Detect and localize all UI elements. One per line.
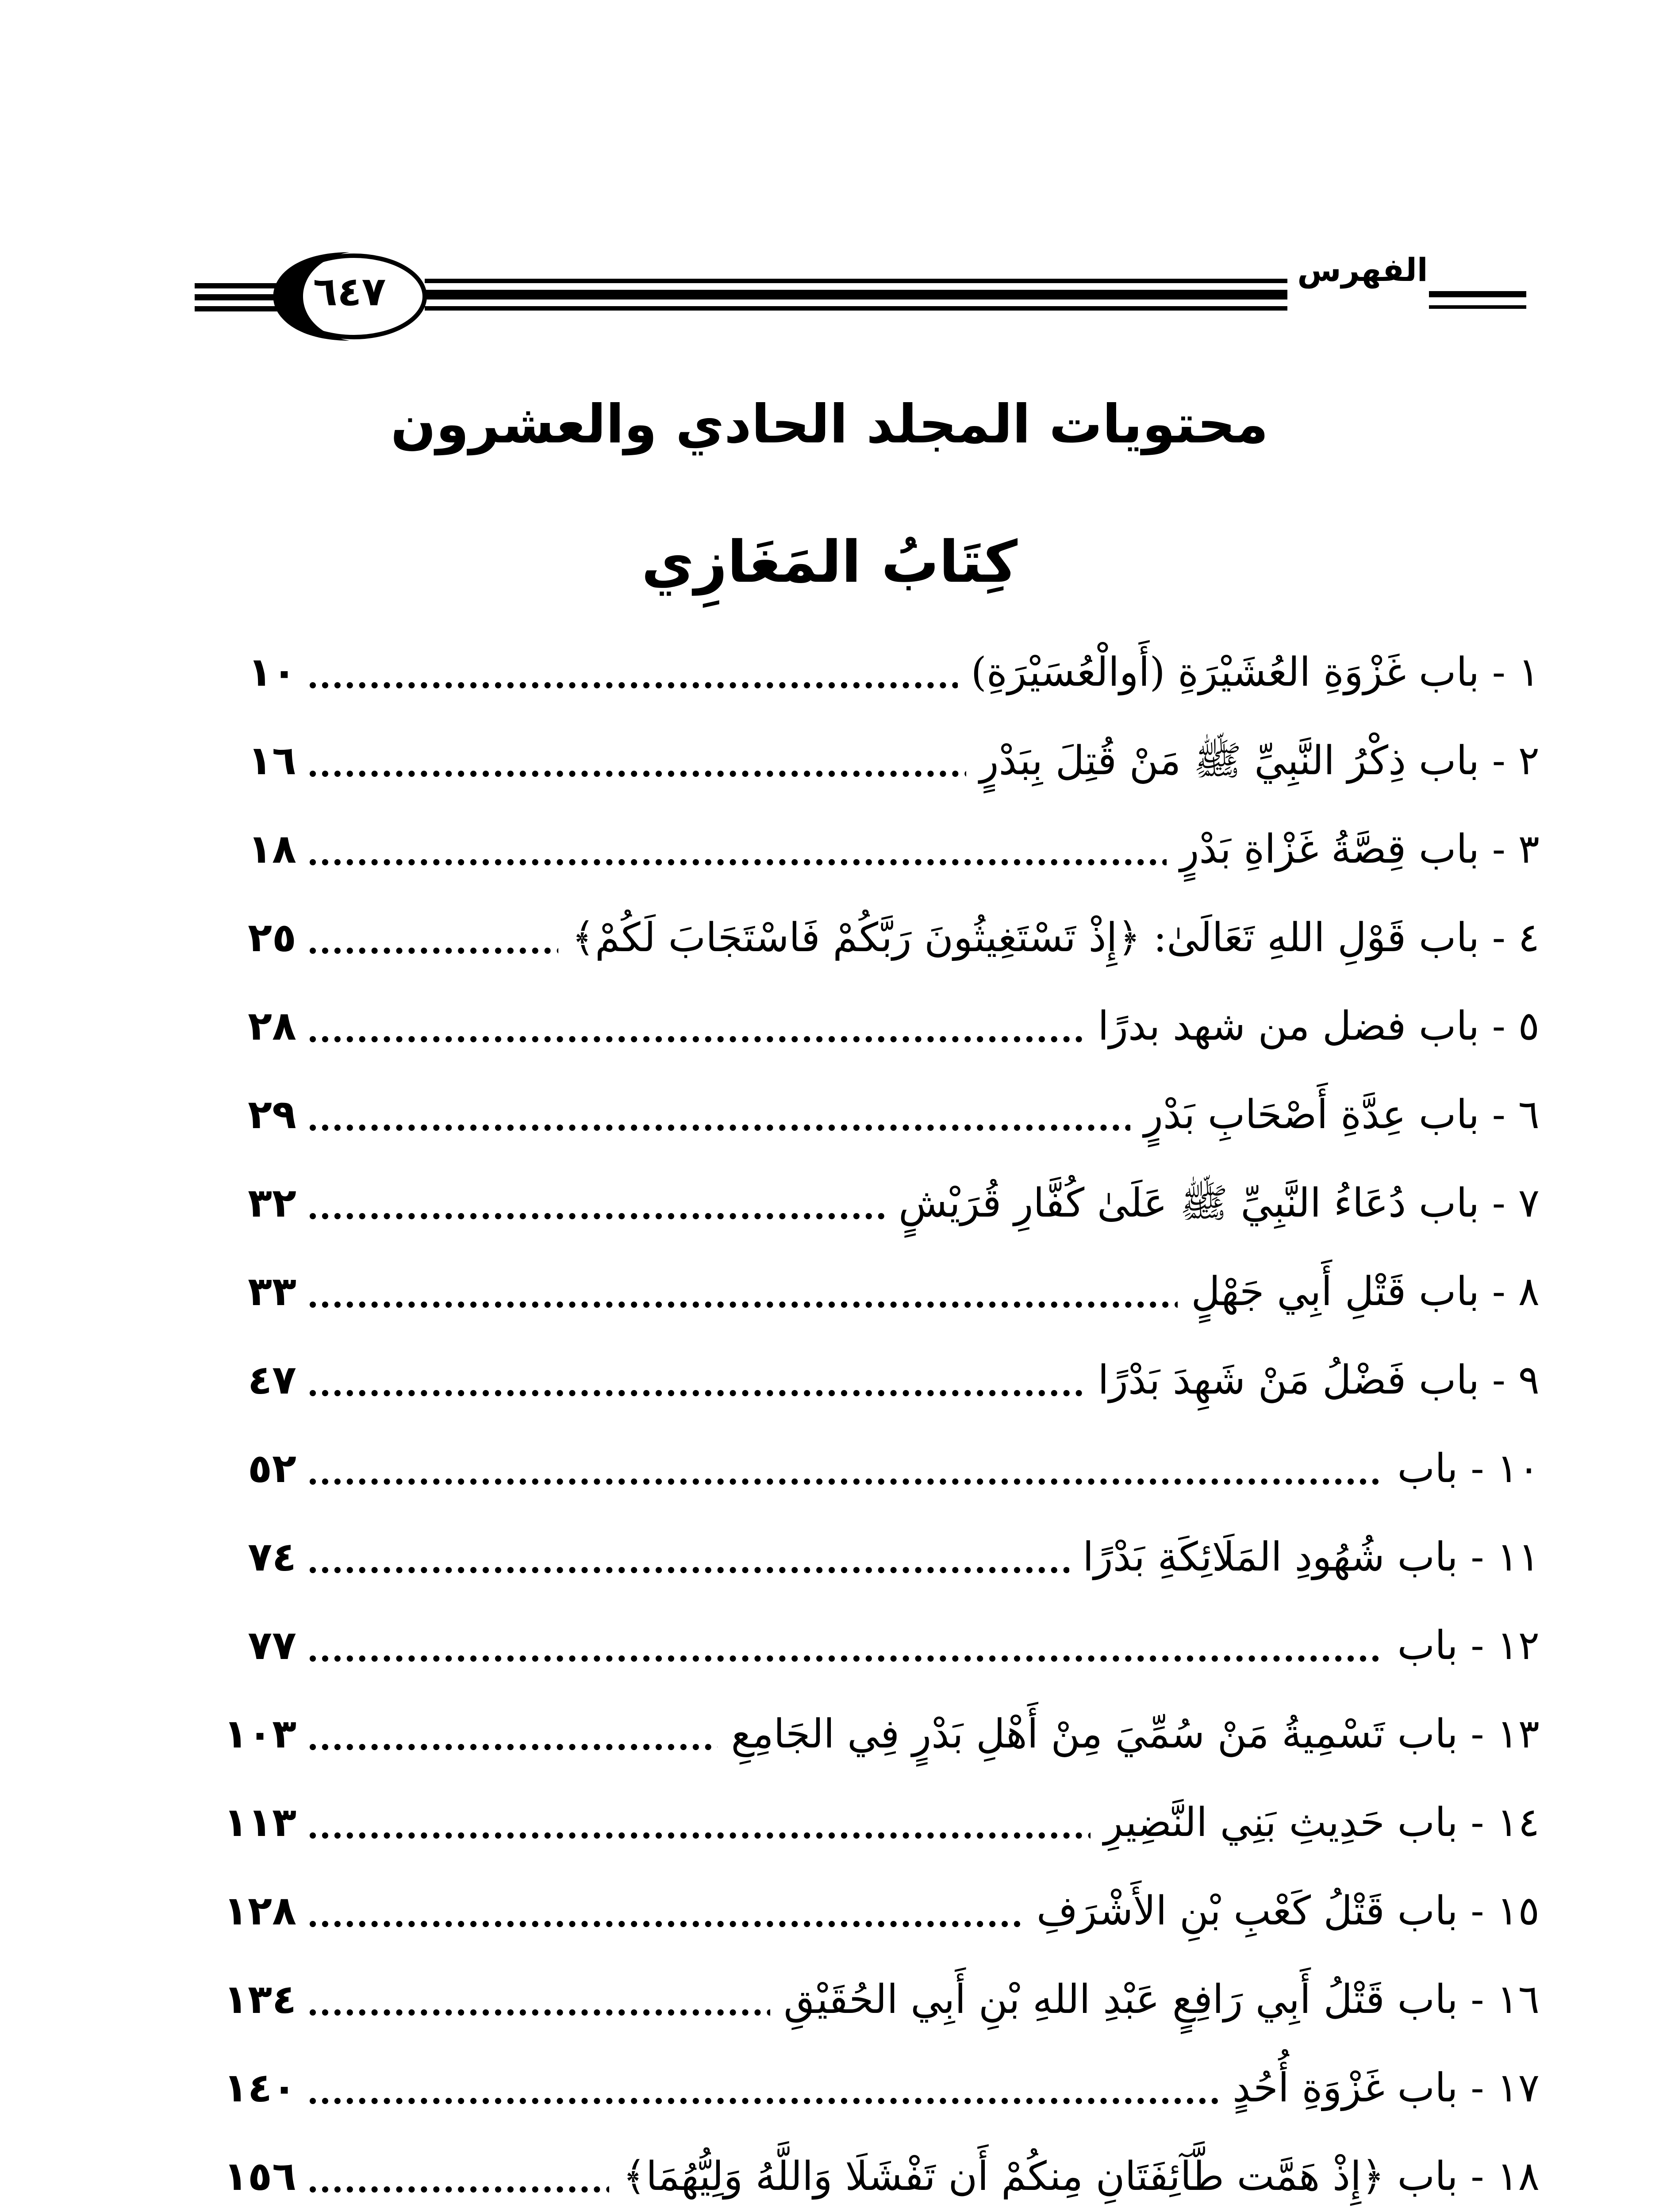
toc-entry — [0, 2132, 1659, 2212]
toc-entry-page: ٣٣ — [248, 1268, 296, 1315]
toc-entry-title: ٨ - باب قَتْلِ أَبِي جَهْلٍ — [1178, 1248, 1540, 1336]
toc-entry — [0, 1955, 1659, 2044]
toc-entry-page: ٣٢ — [248, 1180, 296, 1226]
page-header — [0, 0, 1659, 442]
toc-entry-title: ١ - باب غَزْوَةِ العُشَيْرَةِ (أَوالْعُسَيْرَةِ) — [958, 628, 1540, 717]
toc-entry — [0, 2044, 1659, 2132]
toc-entry-page: ١٠٣ — [223, 1711, 296, 1757]
toc-entry — [0, 1248, 1659, 1336]
toc-entry — [0, 717, 1659, 805]
toc-entry-title: ١٥ - باب قَتْلُ كَعْبِ بْنِ الأَشْرَفِ — [1023, 1867, 1540, 1955]
toc-entry-page: ١٨ — [248, 826, 296, 872]
toc-entry-title: ١٦ - باب قَتْلُ أَبِي رَافِعٍ عَبْدِ اللهِ بْنِ أَبِي الحُقَيْقِ — [770, 1955, 1540, 2044]
toc-entry-title: ١١ - باب شُهُودِ المَلَائِكَةِ بَدْرًا — [1069, 1513, 1540, 1601]
toc-entry-title: ٣ - باب قِصَّةُ غَزْاةِ بَدْرٍ — [1167, 805, 1540, 894]
toc-entry-page: ٢٩ — [248, 1091, 296, 1138]
toc-entry — [0, 1690, 1659, 1778]
toc-entry-title: ١٤ - باب حَدِيثِ بَنِي النَّضِيرِ — [1091, 1778, 1540, 1867]
page-title: محتويات المجلد الحادي والعشرون — [390, 394, 1269, 455]
toc-entry-page: ٢٨ — [248, 1003, 296, 1049]
leader-dots — [310, 1479, 1540, 1485]
toc-entry-title: ١٠ - باب — [1384, 1425, 1540, 1513]
toc-entry — [0, 1425, 1659, 1513]
toc-entry-page: ١٠ — [248, 649, 296, 695]
toc-entry — [0, 1601, 1659, 1690]
toc-entry — [0, 1159, 1659, 1248]
toc-entry-page: ٤٧ — [248, 1357, 296, 1403]
toc-entry-page: ١١٣ — [223, 1799, 296, 1846]
toc-entry — [0, 1336, 1659, 1425]
toc-entry-title: ٢ - باب ذِكْرُ النَّبِيِّ ﷺ مَنْ قُتِلَ بِبَدْرٍ — [966, 717, 1540, 805]
leader-dots — [310, 1655, 1540, 1662]
toc-entry — [0, 1071, 1659, 1159]
toc-entry-title: ١٧ - باب غَزْوَةِ أُحُدٍ — [1219, 2044, 1540, 2132]
toc-entry-title: ١٢ - باب — [1384, 1601, 1540, 1690]
toc-entry-title: ٩ - باب فَضْلُ مَنْ شَهِدَ بَدْرًا — [1085, 1336, 1540, 1425]
toc-entry-page: ١٤٠ — [223, 2065, 296, 2111]
toc-entry — [0, 1513, 1659, 1601]
toc-entry-title: ١٨ - باب ﴿إِذْ هَمَّت طَّآئِفَتَانِ مِنكُمْ أَن تَفْشَلَا وَاللَّهُ وَلِيُّهُمَا﴾ — [609, 2132, 1540, 2212]
toc-entry-page: ١٥٦ — [223, 2153, 296, 2200]
toc-entry-title: ١٣ - باب تَسْمِيةُ مَنْ سُمِّيَ مِنْ أَهْلِ بَدْرٍ فِي الجَامِعِ — [718, 1690, 1540, 1778]
toc-entry-page: ١٦ — [248, 737, 296, 784]
header-ornament — [0, 0, 1659, 442]
toc-entry-page: ٢٥ — [248, 914, 296, 961]
toc-entry-page: ١٢٨ — [223, 1888, 296, 1934]
toc-entry-page: ٧٤ — [248, 1534, 296, 1580]
toc-entry-title: ٥ - باب فضل من شهد بدرًا — [1085, 982, 1540, 1071]
toc-entry — [0, 894, 1659, 982]
toc-entry — [0, 1778, 1659, 1867]
toc-entry — [0, 805, 1659, 894]
toc-entry-page: ٧٧ — [248, 1622, 296, 1669]
toc-entry — [0, 982, 1659, 1071]
toc-entry-title: ٤ - باب قَوْلِ اللهِ تَعَالَىٰ: ﴿إِذْ تَسْتَغِيثُونَ رَبَّكُمْ فَاسْتَجَابَ لَكُمْ﴾ — [558, 894, 1540, 982]
toc-entry-page: ١٣٤ — [223, 1976, 296, 2023]
page-number: ٦٤٧ — [313, 269, 386, 315]
toc-entry-page: ٥٢ — [248, 1445, 296, 1492]
section-label: الفهرس — [1297, 251, 1428, 288]
toc-entry-title: ٦ - باب عِدَّةِ أَصْحَابِ بَدْرٍ — [1130, 1071, 1540, 1159]
toc-entry — [0, 628, 1659, 717]
book-title: كِتَابُ المَغَازِي — [641, 528, 1018, 595]
toc-entry-title: ٧ - باب دُعَاءُ النَّبِيِّ ﷺ عَلَىٰ كُفَّارِ قُرَيْشٍ — [885, 1159, 1540, 1248]
toc-entry — [0, 1867, 1659, 1955]
